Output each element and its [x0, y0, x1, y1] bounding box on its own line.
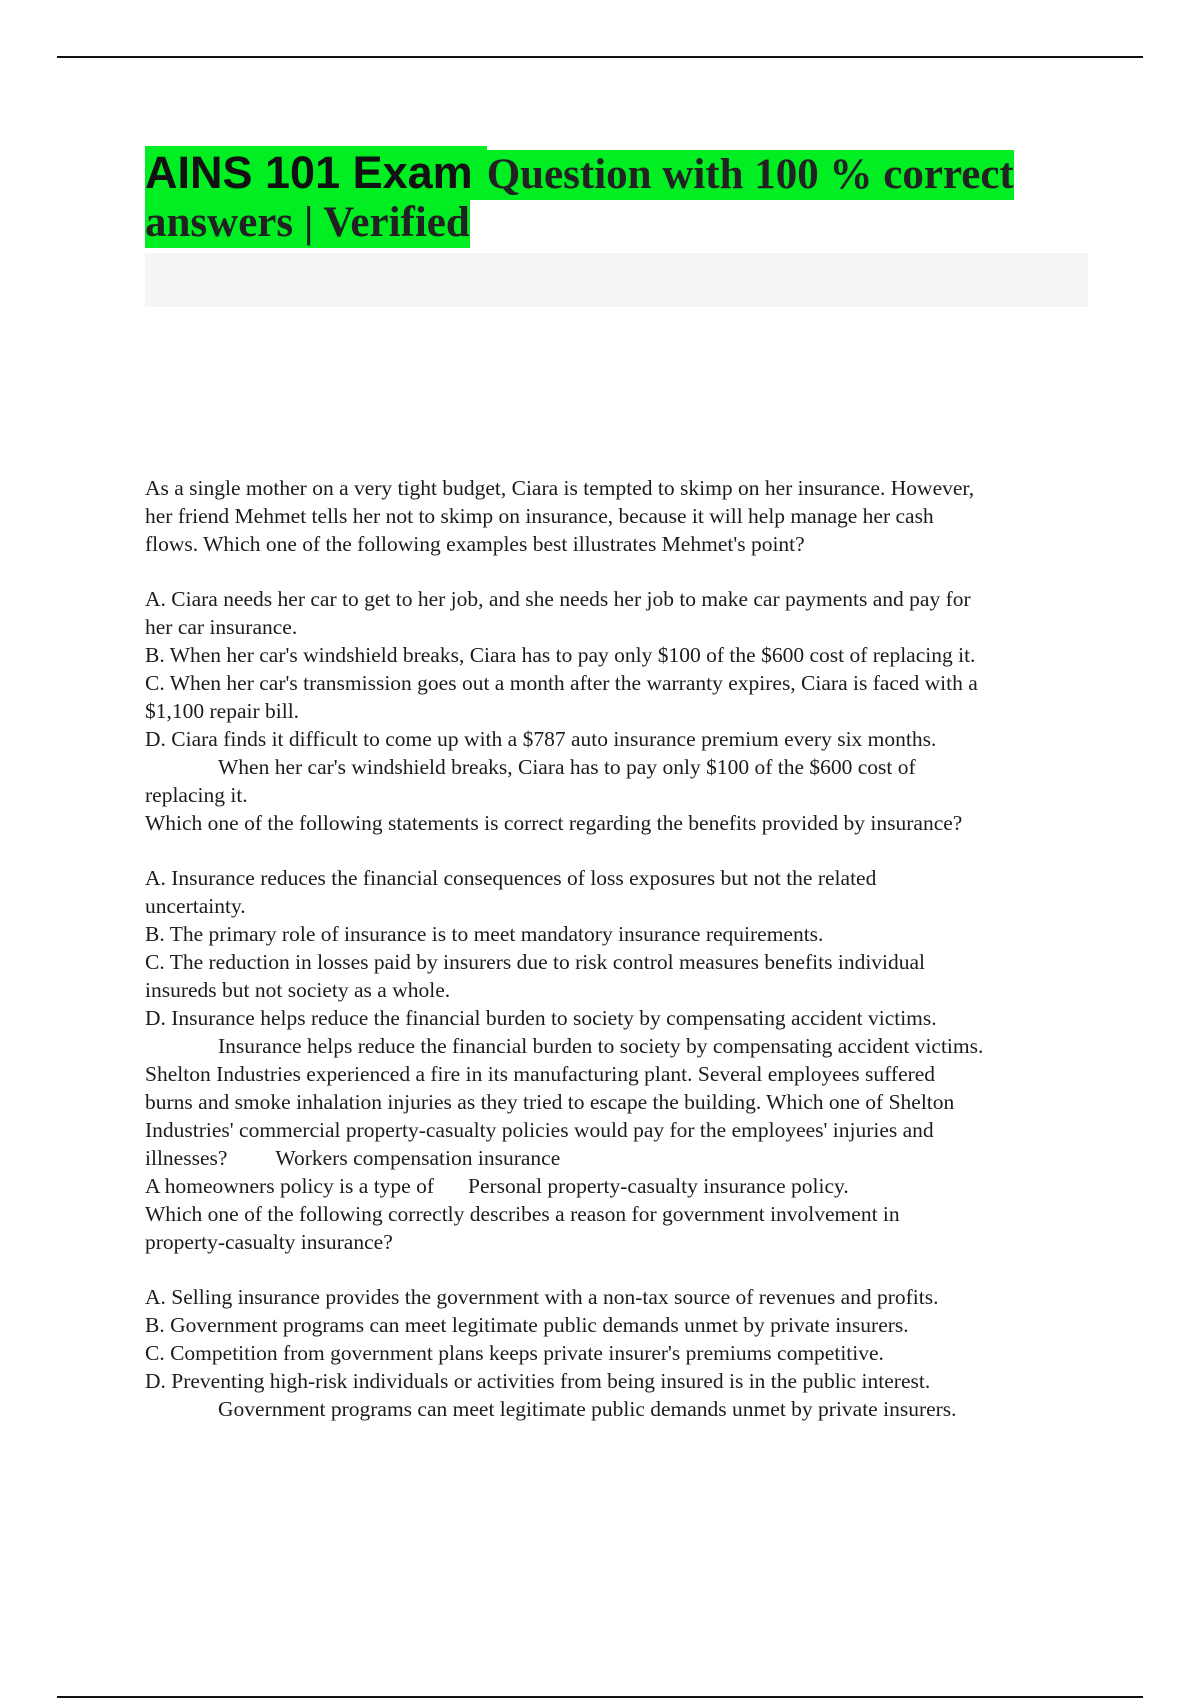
question-stem-line: Industries' commercial property-casualty policies would pay for the employees' injuries and [145, 1118, 934, 1142]
question-stem-line: Which one of the following correctly describes a reason for government involvement in [145, 1202, 900, 1226]
answer-option: B. Government programs can meet legitimate public demands unmet by private insurers. [145, 1313, 909, 1337]
document-title [145, 146, 1095, 250]
correct-answer: Government programs can meet legitimate public demands unmet by private insurers. [218, 1397, 957, 1421]
question-stem-line: flows. Which one of the following examples best illustrates Mehmet's point? [145, 532, 805, 556]
answer-option: D. Ciara finds it difficult to come up with a $787 auto insurance premium every six months. [145, 727, 937, 751]
top-rule [57, 56, 1143, 58]
answer-option: D. Insurance helps reduce the financial burden to society by compensating accident victims. [145, 1006, 937, 1030]
question-stem-line: Which one of the following statements is correct regarding the benefits provided by insurance? [145, 811, 963, 835]
title-subtitle-line2: answers | Verified [145, 199, 470, 246]
correct-answer: Workers compensation insurance [275, 1146, 561, 1170]
answer-option: B. The primary role of insurance is to meet mandatory insurance requirements. [145, 922, 824, 946]
answer-option: insureds but not society as a whole. [145, 978, 451, 1002]
answer-option: B. When her car's windshield breaks, Ciara has to pay only $100 of the $600 cost of replacing it. [145, 643, 976, 667]
correct-answer: Insurance helps reduce the financial burden to society by compensating accident victims. [218, 1034, 984, 1058]
question-stem-line: illnesses? [145, 1146, 228, 1170]
question-4 [145, 1172, 1105, 1200]
answer-option: C. The reduction in losses paid by insurers due to risk control measures benefits individual [145, 950, 926, 974]
correct-answer: When her car's windshield breaks, Ciara has to pay only $100 of the $600 cost of [218, 755, 916, 779]
correct-answer: replacing it. [145, 783, 248, 807]
exam-content [145, 474, 1105, 1423]
answer-option: C. When her car's transmission goes out a month after the warranty expires, Ciara is faced with a [145, 671, 978, 695]
question-2 [145, 809, 1105, 1060]
answer-option: A. Insurance reduces the financial consequences of loss exposures but not the related [145, 866, 877, 890]
correct-answer: Personal property-casualty insurance policy. [468, 1174, 849, 1198]
question-5 [145, 1200, 1105, 1423]
answer-option: $1,100 repair bill. [145, 699, 300, 723]
question-3 [145, 1060, 1105, 1172]
answer-option: her car insurance. [145, 615, 298, 639]
answer-option: uncertainty. [145, 894, 246, 918]
answer-option: A. Ciara needs her car to get to her job, and she needs her job to make car payments and pay for [145, 587, 971, 611]
question-stem-line: her friend Mehmet tells her not to skimp on insurance, because it will help manage her cash [145, 504, 934, 528]
question-1 [145, 474, 1105, 809]
title-subtitle-line1: Question with 100 % correct [486, 151, 1014, 198]
answer-option: A. Selling insurance provides the government with a non-tax source of revenues and profits. [145, 1285, 939, 1309]
question-stem-line: burns and smoke inhalation injuries as they tried to escape the building. Which one of Shelton [145, 1090, 955, 1114]
question-stem-line: As a single mother on a very tight budget, Ciara is tempted to skimp on her insurance. However, [145, 476, 975, 500]
answer-option: D. Preventing high-risk individuals or activities from being insured is in the public interest. [145, 1369, 931, 1393]
question-stem-line: A homeowners policy is a type of [145, 1174, 435, 1198]
title-underlay-band [145, 253, 1088, 307]
question-stem-line: property-casualty insurance? [145, 1230, 393, 1254]
bottom-rule [57, 1696, 1143, 1698]
question-stem-line: Shelton Industries experienced a fire in its manufacturing plant. Several employees suffered [145, 1062, 936, 1086]
title-course-code: AINS 101 Exam [145, 146, 487, 200]
answer-option: C. Competition from government plans keeps private insurer's premiums competitive. [145, 1341, 884, 1365]
